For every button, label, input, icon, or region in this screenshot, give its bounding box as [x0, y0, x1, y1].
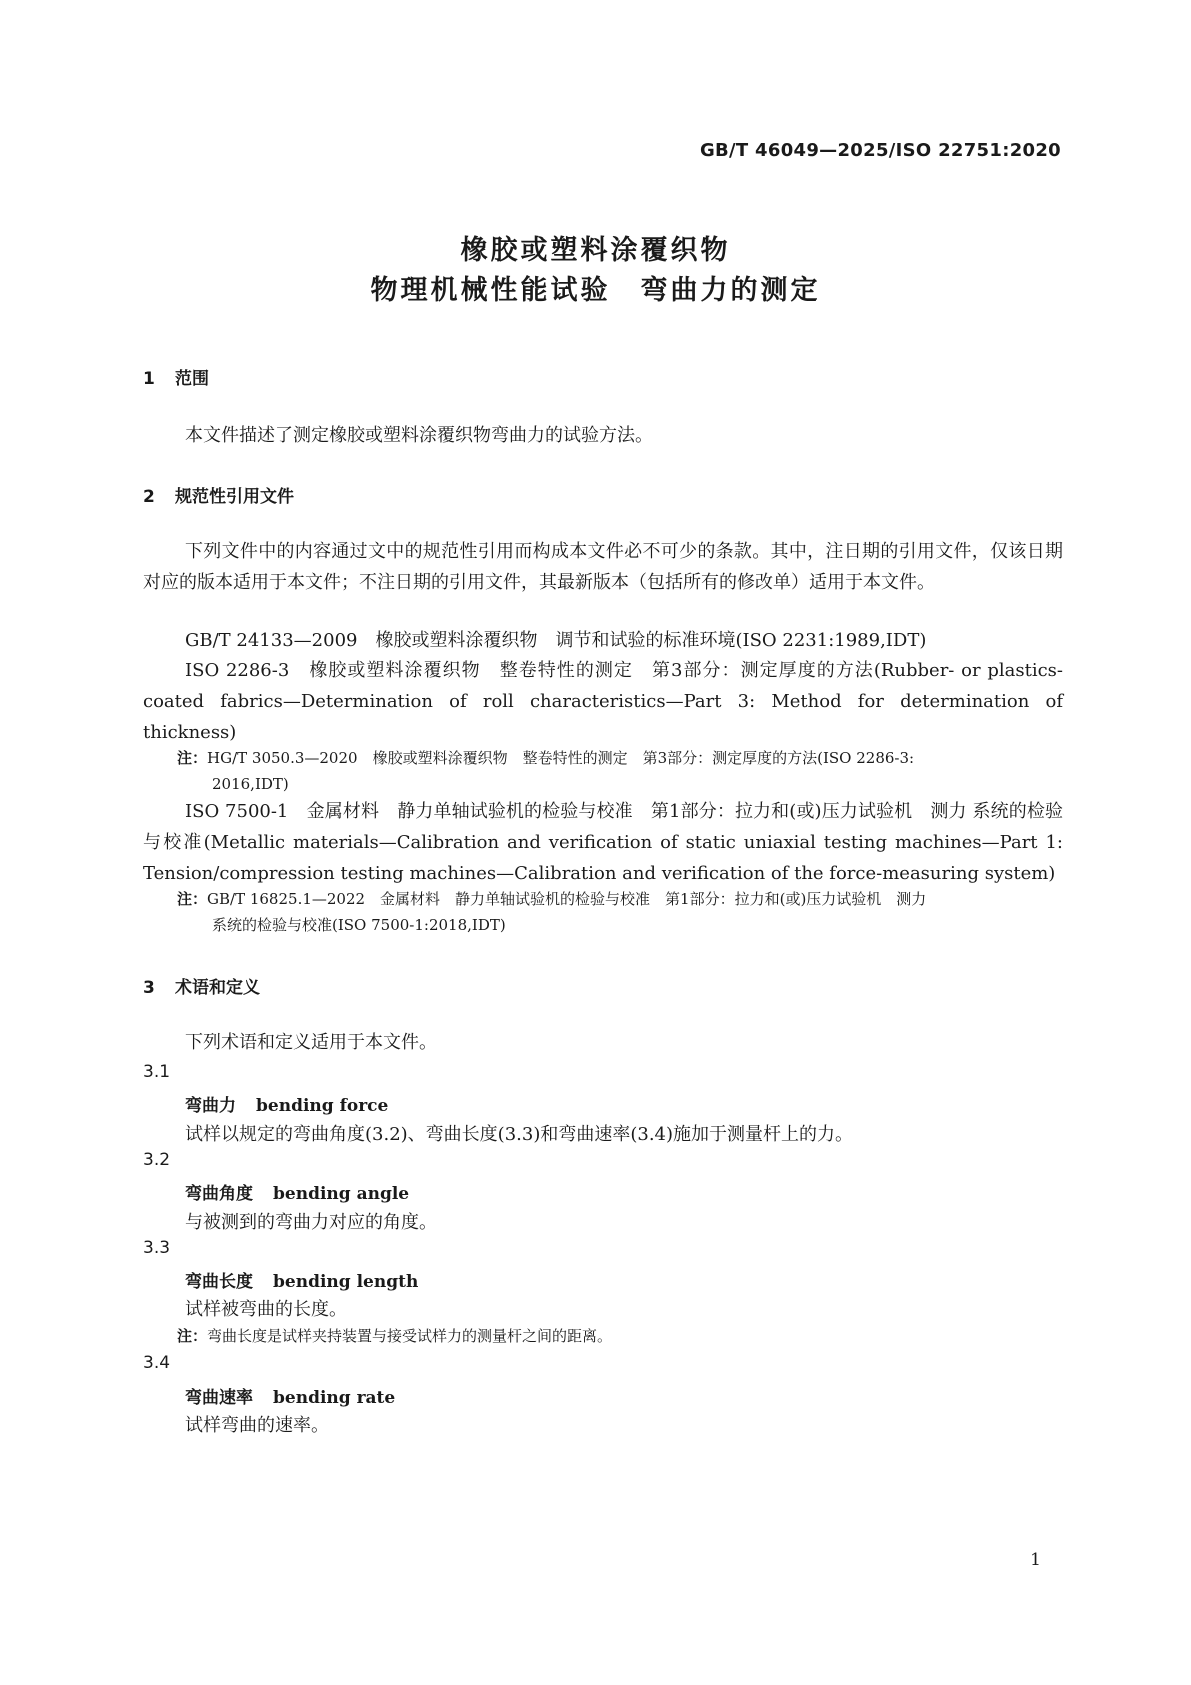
note-continuation: 系统的检验与校准(ISO 7500-1:2018,IDT) [212, 916, 506, 934]
reference-first-line: ISO 7500-1 金属材料 静力单轴试验机的检验与校准 第1部分：拉力和(或)压力试验机 测力 [185, 801, 967, 822]
term-zh: 弯曲角度 [185, 1184, 253, 1204]
reference-continuation: 系统的检验与校准(Metallic materials—Calibration and verification of static uniaxial testing machines—Part 1: Tension/compression testing machines—Calibration and verification of the force-measuring system) [143, 801, 1063, 884]
note-continuation: 2016,IDT) [212, 775, 289, 793]
term-number: 3.4 [143, 1353, 171, 1373]
term-definition: 试样以规定的弯曲角度(3.2)、弯曲长度(3.3)和弯曲速率(3.4)施加于测量杆上的力。 [185, 1124, 854, 1145]
section-title: 术语和定义 [175, 978, 260, 998]
reference-iso7500 [143, 796, 1063, 889]
term-heading [185, 1383, 395, 1408]
section-title: 规范性引用文件 [175, 487, 294, 507]
term-zh: 弯曲速率 [185, 1388, 253, 1408]
term-number: 3.3 [143, 1238, 171, 1258]
section-title: 范围 [175, 369, 209, 389]
section-2-heading [143, 482, 294, 507]
note-label: 注： [177, 749, 208, 767]
terms-intro: 下列术语和定义适用于本文件。 [185, 1032, 437, 1053]
doc-title-line1: 橡胶或塑料涂覆织物 [460, 235, 731, 266]
reference-first-line: ISO 2286-3 橡胶或塑料涂覆织物 整卷特性的测定 第3部分：测定厚度的方法(Rubber- or [185, 660, 981, 681]
reference-gbt24133: GB/T 24133—2009 橡胶或塑料涂覆织物 调节和试验的标准环境(ISO 2231:1989,IDT) [185, 630, 927, 651]
scope-paragraph: 本文件描述了测定橡胶或塑料涂覆织物弯曲力的试验方法。 [185, 425, 653, 446]
term-number: 3.2 [143, 1150, 171, 1170]
term-note [177, 1325, 612, 1346]
term-heading [185, 1091, 388, 1116]
term-en: bending force [256, 1096, 389, 1116]
note-label: 注： [177, 1327, 208, 1345]
term-heading [185, 1179, 409, 1204]
section-1-heading [143, 364, 209, 389]
term-definition: 与被测到的弯曲力对应的角度。 [185, 1212, 437, 1233]
term-heading [185, 1267, 418, 1292]
doc-title-line2: 物理机械性能试验 弯曲力的测定 [370, 275, 821, 306]
standard-header: GB/T 46049—2025/ISO 22751:2020 [699, 140, 1061, 161]
section-number: 1 [143, 369, 155, 389]
note-label: 注： [177, 890, 208, 908]
section-number: 3 [143, 978, 155, 998]
reference-continuation: plastics-coated fabrics—Determination of roll characteristics—Part 3: Method for determination of thickness) [143, 660, 1063, 743]
reference-iso2286 [143, 655, 1063, 748]
references-intro: 下列文件中的内容通过文中的规范性引用而构成本文件必不可少的条款。其中，注日期的引用文件，仅该日期对应的版本适用于本文件；不注日期的引用文件，其最新版本（包括所有的修改单）适用于本文件。 [143, 541, 1063, 593]
note-text: HG/T 3050.3—2020 橡胶或塑料涂覆织物 整卷特性的测定 第3部分：测定厚度的方法(ISO 2286-3: [207, 749, 915, 767]
reference-note-1 [177, 745, 1063, 797]
note-text: GB/T 16825.1—2022 金属材料 静力单轴试验机的检验与校准 第1部分：拉力和(或)压力试验机 测力 [207, 890, 927, 908]
term-definition: 试样被弯曲的长度。 [185, 1299, 347, 1320]
section-3-heading [143, 973, 260, 998]
term-en: bending angle [273, 1184, 410, 1204]
section-number: 2 [143, 487, 155, 507]
term-en: bending length [273, 1272, 419, 1292]
term-zh: 弯曲力 [185, 1096, 236, 1116]
reference-note-2 [177, 886, 1063, 938]
note-text: 弯曲长度是试样夹持装置与接受试样力的测量杆之间的距离。 [207, 1327, 613, 1345]
page-number: 1 [1030, 1550, 1041, 1570]
term-number: 3.1 [143, 1062, 171, 1082]
term-en: bending rate [273, 1388, 396, 1408]
term-zh: 弯曲长度 [185, 1272, 253, 1292]
term-definition: 试样弯曲的速率。 [185, 1415, 329, 1436]
